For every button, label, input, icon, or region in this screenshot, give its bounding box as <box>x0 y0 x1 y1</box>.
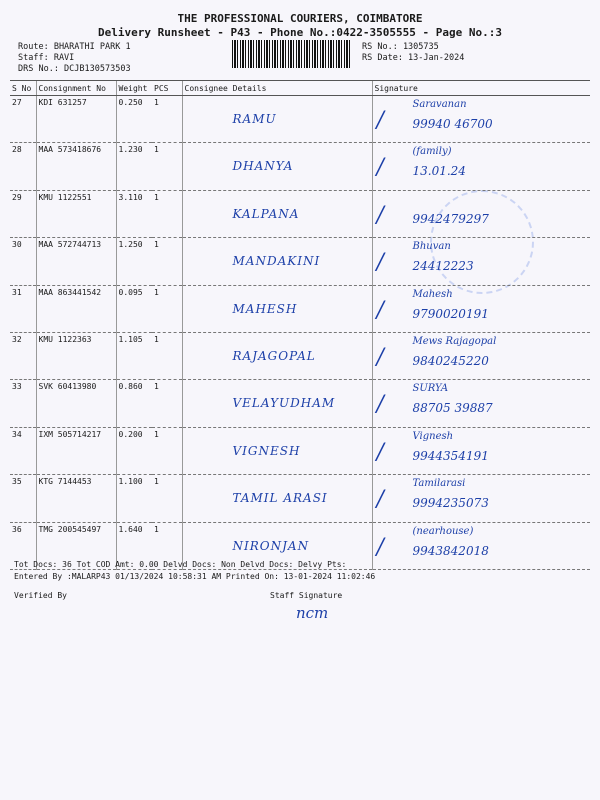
row-consignment: KMU 1122551 <box>36 190 116 237</box>
row-consignment: IXM 505714217 <box>36 427 116 474</box>
rs-number: RS No.: 1305735 <box>362 42 439 52</box>
consignee-handwriting: MAHESH <box>232 301 298 316</box>
signature-name: Saravanan <box>412 99 467 110</box>
runsheet-table <box>10 80 590 570</box>
table-row <box>10 143 590 190</box>
row-signature <box>372 427 590 474</box>
consignee-handwriting: MANDAKINI <box>232 254 321 269</box>
row-consignee <box>182 238 372 285</box>
row-consignment: MAA 573418676 <box>36 143 116 190</box>
delivery-tick-icon: / <box>376 250 384 276</box>
row-consignment: KMU 1122363 <box>36 332 116 379</box>
table-row <box>10 238 590 285</box>
signature-phone: 9943842018 <box>412 543 489 558</box>
col-weight: Weight <box>116 81 152 96</box>
row-consignee <box>182 143 372 190</box>
delivery-tick-icon: / <box>376 108 384 133</box>
row-weight: 1.250 <box>116 238 152 285</box>
delivery-tick-icon: / <box>376 534 384 560</box>
signature-phone: 9790020191 <box>412 306 489 321</box>
consignee-handwriting: KALPANA <box>232 206 300 221</box>
row-consignment: KDI 631257 <box>36 96 116 143</box>
table-row <box>10 427 590 474</box>
signature-phone: 24412223 <box>412 259 474 274</box>
entered-by-line: Entered By :MALARP43 01/13/2024 10:58:31 AM Printed On: 13-01-2024 11:02:46 <box>14 572 376 581</box>
consignee-handwriting: RAJAGOPAL <box>232 348 316 363</box>
route-label: Route: BHARATHI PARK 1 <box>18 42 131 52</box>
delivery-tick-icon: / <box>376 155 384 181</box>
row-pcs: 1 <box>152 190 182 237</box>
row-consignment: KTG 7144453 <box>36 475 116 522</box>
row-consignee <box>182 285 372 332</box>
signature-phone: 9994235073 <box>412 496 489 511</box>
row-weight: 1.640 <box>116 522 152 569</box>
row-signature <box>372 190 590 237</box>
rs-date: RS Date: 13-Jan-2024 <box>362 53 465 63</box>
row-consignee <box>182 190 372 237</box>
verified-by-label: Verified By <box>14 591 67 600</box>
row-signature <box>372 332 590 379</box>
row-sno: 27 <box>10 96 36 143</box>
row-weight: 0.200 <box>116 427 152 474</box>
row-sno: 32 <box>10 332 36 379</box>
signature-phone: 13.01.24 <box>412 164 466 179</box>
row-weight: 0.860 <box>116 380 152 427</box>
signature-name: Mahesh <box>412 288 453 300</box>
consignee-handwriting: DHANYA <box>232 159 294 174</box>
signature-name: Mews Rajagopal <box>412 335 497 347</box>
table-row <box>10 332 590 379</box>
row-consignment: MAA 863441542 <box>36 285 116 332</box>
signature-phone: 88705 39887 <box>412 401 493 416</box>
signature-name: Tamilarasi <box>412 478 466 490</box>
signature-name: Bhuvan <box>412 241 451 253</box>
row-consignment: TMG 200545497 <box>36 522 116 569</box>
col-signature: Signature <box>372 81 590 96</box>
row-sno: 35 <box>10 475 36 522</box>
col-consignment: Consignment No <box>36 81 116 96</box>
delivery-tick-icon: / <box>376 487 384 513</box>
row-signature <box>372 96 590 143</box>
row-sno: 30 <box>10 238 36 285</box>
delivery-tick-icon: / <box>376 202 384 228</box>
signature-phone: 9942479297 <box>412 211 489 226</box>
row-weight: 1.100 <box>116 475 152 522</box>
row-consignment: MAA 572744713 <box>36 238 116 285</box>
row-weight: 1.105 <box>116 332 152 379</box>
row-sno: 29 <box>10 190 36 237</box>
consignee-handwriting: TAMIL ARASI <box>232 491 328 506</box>
delivery-tick-icon: / <box>376 392 384 418</box>
row-pcs: 1 <box>152 143 182 190</box>
row-signature <box>372 238 590 285</box>
totals-line: Tot Docs: 36 Tot COD Amt: 0.00 Delvd Docs: Non Delvd Docs: Delvy Pts: <box>14 560 347 569</box>
staff-signature-label: Staff Signature <box>270 591 343 600</box>
delivery-tick-icon: / <box>376 439 384 465</box>
table-row <box>10 285 590 332</box>
col-pcs: PCS <box>152 81 182 96</box>
row-consignee <box>182 96 372 143</box>
col-sno: S No <box>10 81 36 96</box>
row-pcs: 1 <box>152 238 182 285</box>
signature-name: SURYA <box>412 383 449 395</box>
row-consignee <box>182 380 372 427</box>
signature-phone: 99940 46700 <box>412 117 493 131</box>
row-weight: 3.110 <box>116 190 152 237</box>
row-weight: 0.250 <box>116 96 152 143</box>
consignee-handwriting: RAMU <box>232 112 277 126</box>
row-consignee <box>182 427 372 474</box>
consignee-handwriting: VIGNESH <box>232 443 301 458</box>
row-sno: 31 <box>10 285 36 332</box>
signature-phone: 9944354191 <box>412 448 489 463</box>
row-pcs: 1 <box>152 522 182 569</box>
delivery-tick-icon: / <box>376 297 384 323</box>
staff-label: Staff: RAVI <box>18 53 75 63</box>
row-signature <box>372 143 590 190</box>
col-consignee: Consignee Details <box>182 81 372 96</box>
table-header-row <box>10 81 590 96</box>
company-title: THE PROFESSIONAL COURIERS, COIMBATORE <box>177 12 423 25</box>
row-pcs: 1 <box>152 380 182 427</box>
row-sno: 34 <box>10 427 36 474</box>
row-consignee <box>182 332 372 379</box>
signature-name: Vignesh <box>412 430 454 442</box>
consignee-handwriting: VELAYUDHAM <box>232 396 336 411</box>
consignee-handwriting: NIRONJAN <box>232 538 310 553</box>
table-row <box>10 190 590 237</box>
runsheet-subtitle: Delivery Runsheet - P43 - Phone No.:0422-3505555 - Page No.:3 <box>98 26 502 39</box>
signature-name: (family) <box>412 146 452 158</box>
staff-signature-scribble: ncm <box>296 604 329 622</box>
table-row <box>10 380 590 427</box>
row-sno: 36 <box>10 522 36 569</box>
row-sno: 28 <box>10 143 36 190</box>
row-weight: 0.095 <box>116 285 152 332</box>
row-signature <box>372 380 590 427</box>
row-pcs: 1 <box>152 96 182 143</box>
row-signature <box>372 285 590 332</box>
barcode-image <box>232 40 350 68</box>
row-consignment: SVK 60413980 <box>36 380 116 427</box>
signature-name: (nearhouse) <box>412 525 474 537</box>
row-weight: 1.230 <box>116 143 152 190</box>
row-pcs: 1 <box>152 332 182 379</box>
row-consignee <box>182 475 372 522</box>
table-row <box>10 475 590 522</box>
row-signature <box>372 475 590 522</box>
row-sno: 33 <box>10 380 36 427</box>
delivery-tick-icon: / <box>376 344 384 370</box>
table-row <box>10 96 590 143</box>
row-pcs: 1 <box>152 475 182 522</box>
row-signature <box>372 522 590 569</box>
signature-phone: 9840245220 <box>412 353 489 368</box>
row-pcs: 1 <box>152 285 182 332</box>
row-pcs: 1 <box>152 427 182 474</box>
drs-number: DRS No.: DCJB130573503 <box>18 64 131 74</box>
